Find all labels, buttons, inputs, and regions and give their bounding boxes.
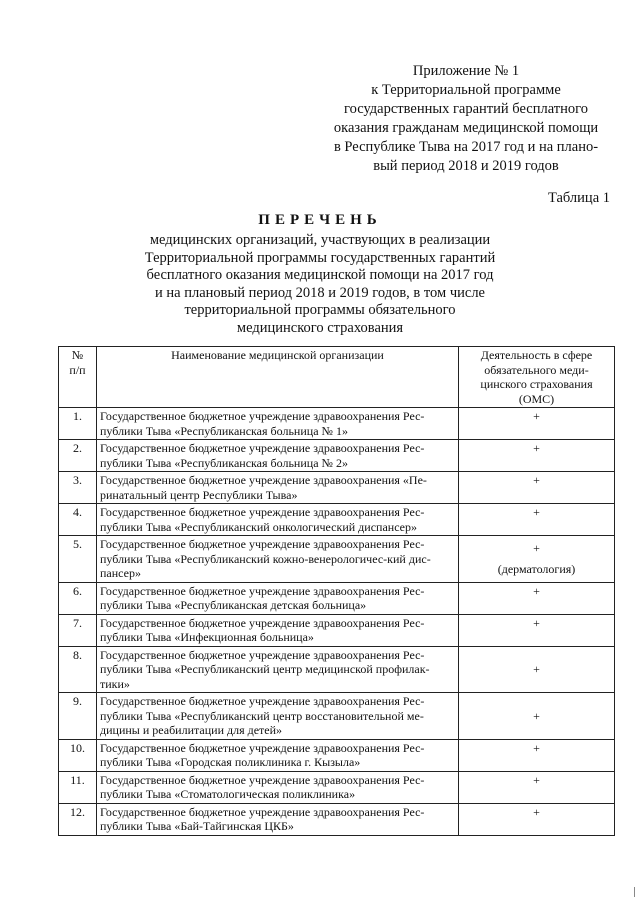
- oms-participation: [459, 504, 615, 536]
- row-number: 10.: [59, 739, 97, 771]
- organization-name: [97, 739, 459, 771]
- row-number: 11.: [59, 771, 97, 803]
- organization-name-line: Государственное бюджетное учреждение здравоохранения Рес-: [100, 441, 425, 455]
- organization-name: [97, 646, 459, 693]
- row-number: 3.: [59, 472, 97, 504]
- organization-name: [97, 440, 459, 472]
- organization-name-line: ринатальный центр Республики Тыва»: [100, 487, 298, 502]
- oms-mark: +: [533, 708, 540, 723]
- page-edge-mark: [634, 887, 638, 897]
- header-oms-line: Деятельность в сфере: [480, 348, 593, 362]
- oms-participation: [459, 582, 615, 614]
- organization-name-line: Государственное бюджетное учреждение здравоохранения Рес-: [100, 505, 425, 519]
- header-oms-line: обязательного меди-: [484, 362, 589, 377]
- organization-name-line: публики Тыва «Городская поликлиника г. Кызыла»: [100, 755, 361, 769]
- subtitle-line: медицинского страхования: [236, 319, 404, 336]
- organization-name-line: Государственное бюджетное учреждение здравоохранения Рес-: [100, 804, 425, 819]
- table-row: [59, 771, 615, 803]
- appendix-line: в Республике Тыва на 2017 год и на плано-: [333, 139, 599, 155]
- organization-name: [97, 536, 459, 583]
- organization-name: [97, 614, 459, 646]
- subtitle-line: Территориальной программы государственных гарантий: [144, 249, 496, 266]
- subtitle-line: медицинских организаций, участвующих в реализации: [149, 232, 491, 248]
- organization-name: [97, 771, 459, 803]
- subtitle-line: бесплатного оказания медицинской помощи на 2017 год: [146, 267, 494, 283]
- oms-mark: +: [533, 615, 540, 630]
- header-oms-line: цинского страхования: [480, 377, 593, 391]
- row-number: 7.: [59, 614, 97, 646]
- organization-name-line: Государственное бюджетное учреждение здравоохранения «Пе-: [100, 473, 427, 487]
- row-number: 2.: [59, 440, 97, 472]
- table-row: [59, 739, 615, 771]
- oms-participation: [459, 614, 615, 646]
- row-number: 9.: [59, 693, 97, 740]
- appendix-line: государственных гарантий бесплатного: [344, 101, 588, 117]
- organization-name-line: Государственное бюджетное учреждение здравоохранения Рес-: [100, 537, 425, 551]
- oms-mark: +: [533, 409, 540, 423]
- oms-participation: [459, 693, 615, 740]
- appendix-line: вый период 2018 и 2019 годов: [373, 158, 559, 174]
- header-name-text: Наименование медицинской организации: [171, 348, 384, 362]
- row-number: 5.: [59, 536, 97, 583]
- organization-name-line: публики Тыва «Бай-Тайгинская ЦКБ»: [100, 819, 294, 833]
- table-body: [59, 408, 615, 836]
- organization-name: [97, 582, 459, 614]
- oms-mark: +: [533, 505, 540, 519]
- document-subtitle: [100, 232, 540, 337]
- organization-name-line: пансер»: [100, 566, 141, 580]
- oms-participation: [459, 646, 615, 693]
- organization-name: [97, 472, 459, 504]
- organization-name-line: публики Тыва «Республиканский центр восстановительной ме-: [100, 708, 424, 723]
- table-row: [59, 408, 615, 440]
- appendix-line: Приложение № 1: [412, 63, 520, 79]
- row-number: 12.: [59, 803, 97, 835]
- oms-mark: +: [533, 740, 540, 755]
- oms-mark: +: [533, 772, 540, 787]
- table-row: [59, 803, 615, 835]
- oms-mark: +: [533, 473, 540, 487]
- organization-name-line: Государственное бюджетное учреждение здравоохранения Рес-: [100, 740, 425, 755]
- subtitle-line: территориальной программы обязательного: [184, 302, 456, 318]
- organization-name-line: публики Тыва «Республиканский онкологический диспансер»: [100, 519, 418, 534]
- organization-name-line: публики Тыва «Республиканская больница № 1»: [100, 423, 348, 438]
- organization-name-line: публики Тыва «Республиканский центр медицинской профилак-: [100, 662, 430, 676]
- oms-participation: [459, 408, 615, 440]
- table-row: [59, 646, 615, 693]
- organization-name: [97, 803, 459, 835]
- appendix-header: [318, 62, 614, 176]
- organization-name: [97, 693, 459, 740]
- header-name: [97, 347, 459, 408]
- row-number: 6.: [59, 582, 97, 614]
- oms-participation: [459, 771, 615, 803]
- row-number: 4.: [59, 504, 97, 536]
- document-title: ПЕРЕЧЕНЬ: [258, 212, 382, 228]
- organization-name-line: публики Тыва «Республиканская детская больница»: [100, 598, 367, 612]
- table-header-row: [59, 347, 615, 408]
- row-number: 8.: [59, 646, 97, 693]
- header-oms: [459, 347, 615, 408]
- table-row: [59, 693, 615, 740]
- organization-name: [97, 504, 459, 536]
- oms-participation: [459, 739, 615, 771]
- header-num-line: п/п: [69, 362, 86, 377]
- oms-note: (дерматология): [497, 561, 576, 576]
- organization-name-line: дицины и реабилитации для детей»: [100, 723, 283, 737]
- oms-participation: [459, 472, 615, 504]
- organization-name-line: Государственное бюджетное учреждение здравоохранения Рес-: [100, 583, 425, 598]
- organizations-table: [58, 346, 615, 836]
- header-num: [59, 347, 97, 408]
- organization-name: [97, 408, 459, 440]
- oms-participation: [459, 803, 615, 835]
- subtitle-line: и на плановый период 2018 и 2019 годов, в том числе: [155, 284, 485, 301]
- organization-name-line: публики Тыва «Республиканский кожно-венерологичес-кий дис-: [100, 551, 431, 566]
- oms-mark: +: [533, 804, 540, 819]
- organization-name-line: Государственное бюджетное учреждение здравоохранения Рес-: [100, 409, 425, 423]
- appendix-line: к Территориальной программе: [371, 82, 561, 98]
- organization-name-line: Государственное бюджетное учреждение здравоохранения Рес-: [100, 694, 425, 708]
- organization-name-line: Государственное бюджетное учреждение здравоохранения Рес-: [100, 772, 425, 787]
- appendix-line: оказания гражданам медицинской помощи: [333, 120, 599, 136]
- oms-mark: +: [533, 441, 540, 455]
- oms-participation: [459, 440, 615, 472]
- organization-name-line: Государственное бюджетное учреждение здравоохранения Рес-: [100, 615, 425, 630]
- organization-name-line: тики»: [100, 676, 130, 691]
- row-number: 1.: [59, 408, 97, 440]
- table-row: [59, 504, 615, 536]
- header-num-line: №: [71, 348, 84, 362]
- header-oms-line: (ОМС): [518, 391, 555, 406]
- oms-mark: +: [533, 541, 540, 556]
- oms-mark: +: [533, 583, 540, 598]
- organization-name-line: публики Тыва «Республиканская больница № 2»: [100, 455, 348, 470]
- table-row: [59, 582, 615, 614]
- organization-name-line: публики Тыва «Стоматологическая поликлиника»: [100, 787, 356, 801]
- table-row: [59, 472, 615, 504]
- table-row: [59, 440, 615, 472]
- organization-name-line: публики Тыва «Инфекционная больница»: [100, 630, 314, 644]
- oms-mark: +: [533, 662, 540, 676]
- table-row: [59, 536, 615, 583]
- organization-name-line: Государственное бюджетное учреждение здравоохранения Рес-: [100, 647, 425, 662]
- oms-participation: [459, 536, 615, 583]
- table-label: Таблица 1: [547, 190, 610, 206]
- table-row: [59, 614, 615, 646]
